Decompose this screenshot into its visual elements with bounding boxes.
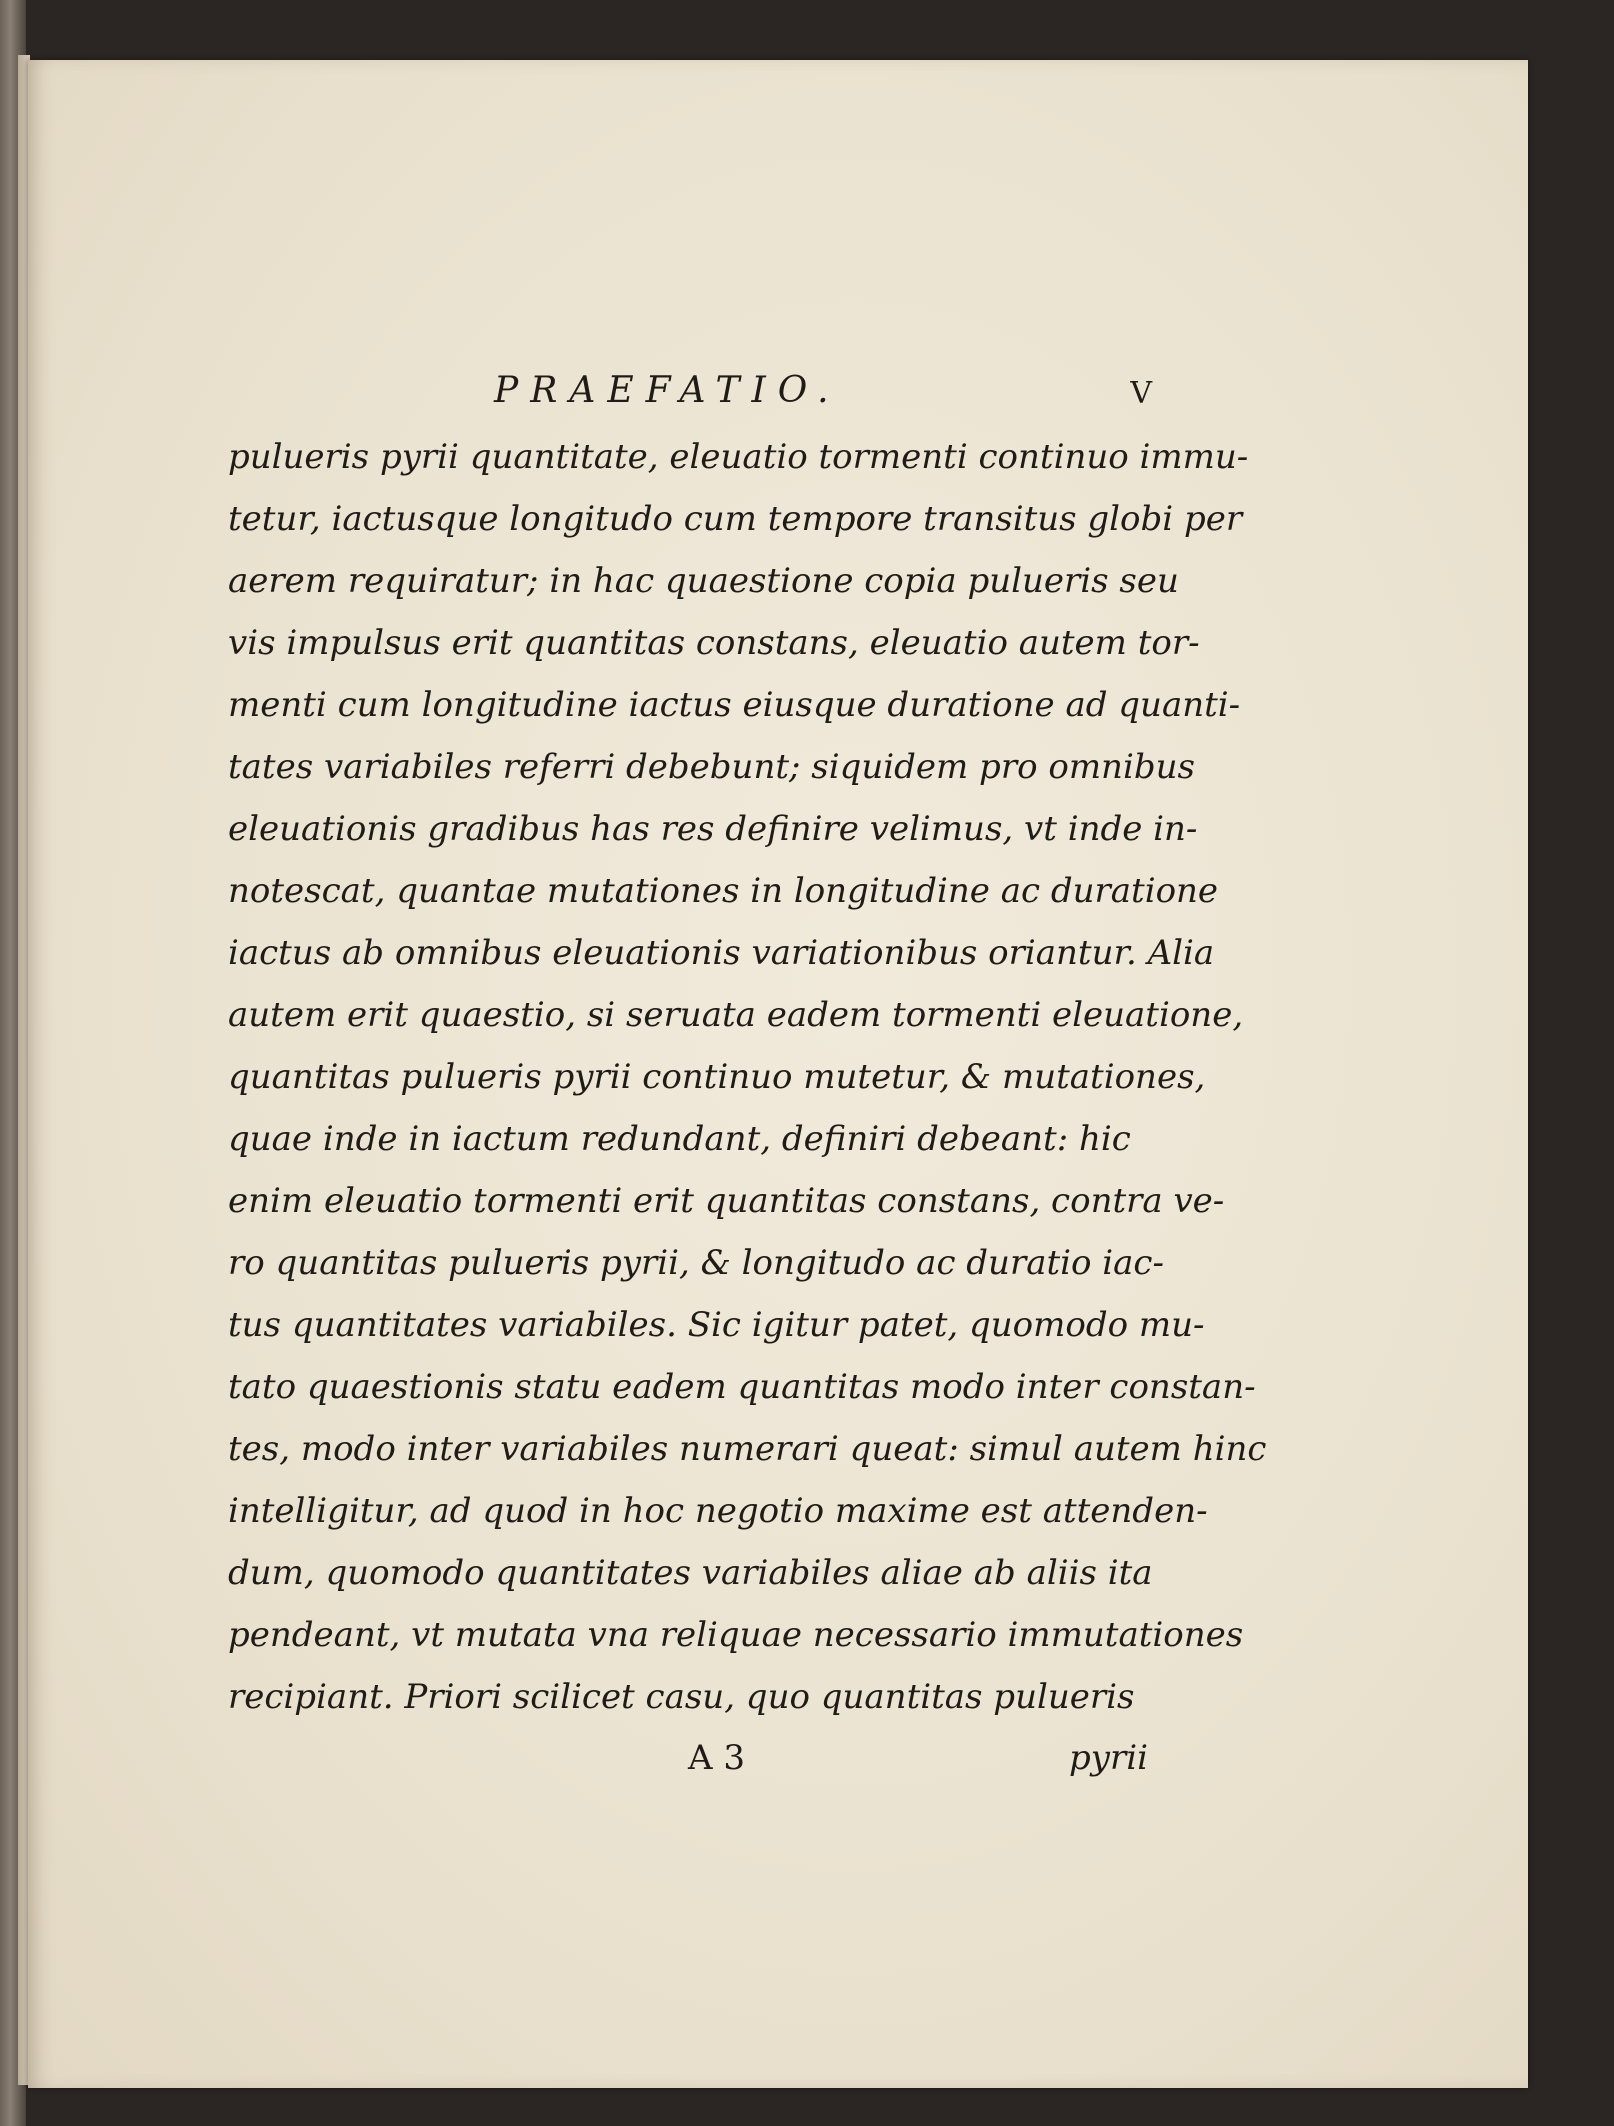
text-line: notescat, quantae mutationes in longitudine ac duratione [228,871,1219,911]
text-line: eleuationis gradibus has res definire velimus, vt inde in- [228,809,1198,849]
text-line: tus quantitates variabiles. Sic igitur patet, quomodo mu- [228,1305,1205,1345]
signature-mark: A 3 [688,1738,745,1778]
text-line: enim eleuatio tormenti erit quantitas constans, contra ve- [228,1181,1225,1221]
catchword: pyrii [1069,1738,1148,1778]
text-line: aerem requiratur; in hac quaestione copia pulueris seu [228,561,1179,601]
text-line: dum, quomodo quantitates variabiles aliae ab aliis ita [228,1553,1153,1593]
text-line: intelligitur, ad quod in hoc negotio maxime est attenden- [228,1491,1208,1531]
text-line: pendeant, vt mutata vna reliquae necessario immutationes [228,1615,1244,1655]
page-number: V [1130,376,1152,411]
text-line: recipiant. Priori scilicet casu, quo quantitas pulueris [228,1677,1135,1717]
text-line: quantitas pulueris pyrii continuo mutetur, & mutationes, [228,1057,1206,1097]
text-line: ro quantitas pulueris pyrii, & longitudo ac duratio iac- [228,1243,1164,1283]
text-line: tato quaestionis statu eadem quantitas modo inter constan- [228,1367,1256,1407]
text-block [228,370,1267,1798]
book-page [28,60,1528,2088]
running-head: PRAEFATIO. [494,370,841,411]
page-footer [228,1738,1148,1798]
text-line: tetur, iactusque longitudo cum tempore transitus globi per [228,499,1243,539]
page-header [228,370,1152,426]
text-line: quae inde in iactum redundant, definiri debeant: hic [228,1119,1131,1159]
text-line: menti cum longitudine iactus eiusque duratione ad quanti- [228,685,1241,725]
body-text [228,426,1267,1728]
text-line: iactus ab omnibus eleuationis variationibus oriantur. Alia [228,933,1215,973]
text-line: autem erit quaestio, si seruata eadem tormenti eleuatione, [228,995,1244,1035]
text-line: tates variabiles referri debebunt; siquidem pro omnibus [228,747,1195,787]
text-line: vis impulsus erit quantitas constans, eleuatio autem tor- [228,623,1200,663]
text-line: tes, modo inter variabiles numerari queat: simul autem hinc [228,1429,1267,1469]
text-line: pulueris pyrii quantitate, eleuatio tormenti continuo immu- [228,437,1249,477]
